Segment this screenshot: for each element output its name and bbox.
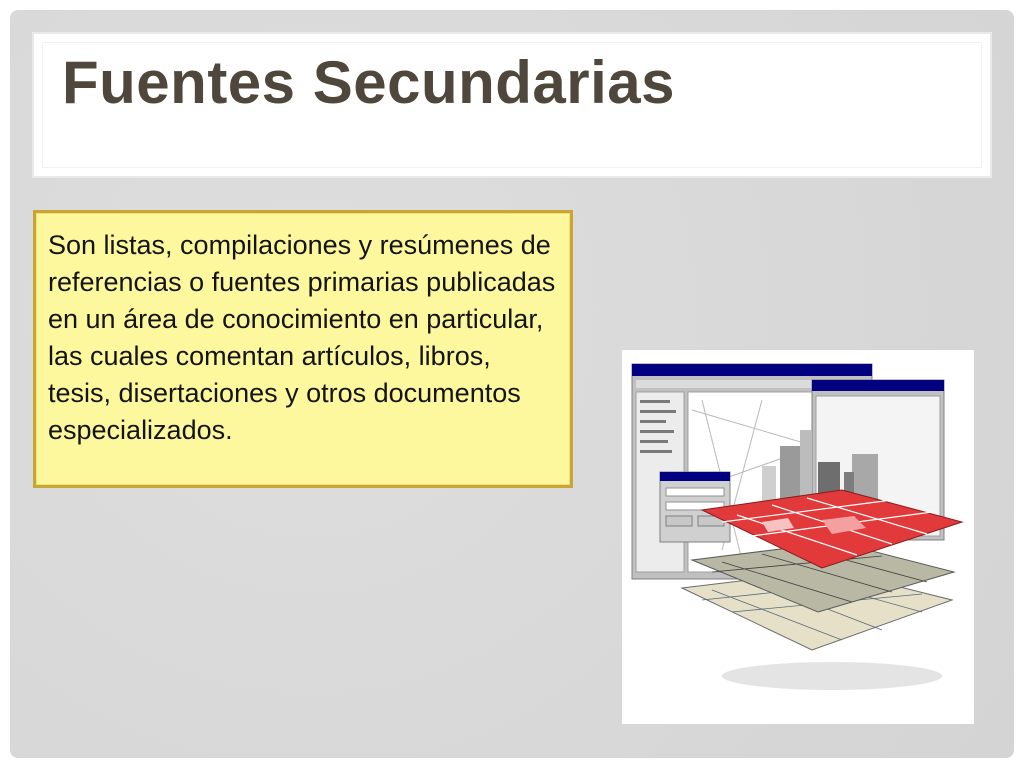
gis-illustration-svg (622, 350, 974, 724)
slide-title: Fuentes Secundarias (62, 49, 676, 116)
illustration-shadow (722, 662, 942, 690)
gis-illustration (622, 350, 974, 724)
callout-text-box (33, 210, 573, 488)
body-paragraph: Son listas, compilaciones y resúmenes de referencias o fuentes primarias publicadas en un área de conocimiento en particular, las cuales comentan artículos, libros, tesis, disertaciones y otros documentos especializados. (48, 230, 556, 445)
